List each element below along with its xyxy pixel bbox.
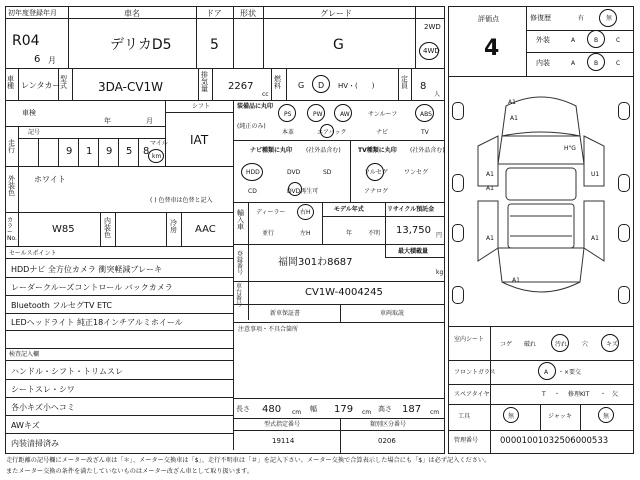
model-year-unit: 年 [346, 230, 353, 237]
damage-mark: A1 [508, 99, 516, 106]
damage-mark: A1 [486, 185, 494, 192]
tools-value: 無 [508, 413, 515, 420]
navi-sub: (社外品含む) [306, 147, 341, 154]
equipment-leather: 本革 [282, 129, 295, 136]
equipment-airbag-circle [320, 124, 334, 138]
tv-sub: (社外品含む) [410, 147, 445, 154]
spare-t: T [542, 391, 546, 398]
width-value: 179 [334, 404, 354, 415]
damage-mark: U1 [591, 171, 600, 178]
height-value: 187 [402, 404, 422, 415]
fuel-d: D [318, 81, 325, 90]
first-reg-label: 初年度登録年月 [8, 9, 57, 17]
vin-label: 車台番号 [236, 283, 243, 308]
mileage-digit: 9 [66, 146, 73, 157]
glass-a-circle [538, 362, 556, 380]
exterior-b-circle [587, 30, 605, 48]
yen-unit: 円 [436, 232, 443, 239]
mileage-label: 走行 [8, 139, 15, 154]
car-name: デリカD5 [110, 37, 172, 53]
inspection-notes-label: 検査記入欄 [9, 351, 40, 358]
two-wd-option: 2WD [424, 23, 441, 31]
manual-label: 車両取説 [380, 310, 405, 317]
import-right-hand: 右H [300, 209, 311, 216]
interior-b-circle [587, 53, 605, 71]
inspection-label: 車検 [22, 109, 36, 117]
car-type-label: 車種 [7, 75, 14, 90]
model-label: 型式 [60, 75, 67, 90]
interior-label: 内装 [536, 59, 550, 67]
equipment-aw-circle [334, 104, 352, 122]
fuel-d-circle [312, 75, 330, 93]
capacity-value: 8 [420, 81, 427, 92]
width-label: 幅 [310, 405, 317, 413]
equipment-ps-circle [278, 104, 296, 122]
score-value: 4 [484, 36, 500, 61]
footer-note-line-1: 走行距離の記号欄にメーター改ざん車は「＊」、メーター交換車は「$」、走行不明車は「＃」を記入下さい。メーター交換で合算表示した場合にも「$」は必ず記入ください。 [6, 457, 491, 464]
inspection-note-line: 各小キズ小ヘコミ [11, 403, 75, 412]
repair-nashi: 無 [606, 15, 613, 22]
equipment-abs: ABS [420, 111, 432, 118]
management-no-value: 00001001032506000533 [500, 436, 609, 446]
navi-hdd: HDD [246, 169, 260, 176]
doors-label: ドア [206, 9, 222, 18]
km-unit: km [152, 153, 162, 160]
repair-history-label: 修復歴 [530, 14, 551, 22]
interior-b: B [594, 60, 599, 67]
class-no-value: 0206 [378, 437, 396, 445]
color-label: 外装色 [8, 175, 15, 197]
damage-mark: A1 [512, 277, 520, 284]
registration-value: 福岡301わ8687 [278, 257, 353, 268]
equipment-label: 装備品に丸印 [237, 103, 274, 110]
management-no-label: 管理番号 [454, 437, 479, 444]
model-year-label: モデル年式 [334, 206, 364, 213]
damage-mark: H"G [564, 145, 576, 152]
aircon-value: AAC [195, 224, 216, 235]
model-year-unknown: 不明 [368, 230, 381, 237]
inspection-note-line: ハンドル・シフト・トリムスレ [11, 367, 123, 376]
damage-mark: A1 [591, 235, 599, 242]
right-hand-circle [297, 204, 314, 220]
interior-c: C [616, 60, 621, 67]
sales-point-line: Bluetooth フルセグTV ETC [11, 301, 113, 310]
equipment-airbag: エアバック [317, 129, 347, 136]
glass-label: フロントガラス [454, 369, 496, 376]
navi-sd: SD [323, 169, 332, 176]
equipment-aw: AW [340, 111, 350, 118]
sales-point-line: HDDナビ 全方位カメラ 衝突軽減ブレーキ [11, 265, 163, 274]
vin-value: CV1W-4004245 [305, 287, 383, 298]
registration-label: 登録番号 [237, 251, 244, 276]
seat-kizu-circle [601, 334, 619, 352]
km-circle [148, 149, 164, 163]
capacity-label: 定員 [401, 75, 408, 90]
seat-label: 室内シート [454, 336, 485, 343]
equipment-abs-circle [415, 104, 434, 122]
import-dealer: ディーラー [256, 209, 286, 216]
mileage-digit: 9 [106, 146, 113, 157]
tv-oneseg: ワンセグ [404, 169, 429, 176]
tv-analog: アナログ [364, 188, 389, 195]
import-left-hand: 左H [300, 230, 311, 237]
first-reg-month: 6 [34, 54, 41, 65]
mileage-note: 記号 [28, 129, 41, 136]
equipment-ps: PS [284, 111, 292, 118]
fuel-label: 燃料 [274, 75, 281, 90]
inspection-note-line: AWキズ [11, 421, 40, 430]
inspection-month: 月 [146, 117, 153, 125]
person-unit: 人 [434, 91, 441, 98]
shape-label: 形状 [240, 9, 256, 18]
repair-ari: 有 [578, 15, 585, 22]
repair-nashi-circle [599, 9, 617, 27]
spare-dot: ・ [554, 391, 561, 398]
length-unit: cm [292, 409, 302, 416]
grade-value: G [333, 37, 344, 53]
tv-fullseg: フルセグ [364, 169, 388, 176]
navi-cd: CD [248, 188, 257, 195]
damage-mark: A1 [510, 115, 518, 122]
equipment-sunroof: サンルーフ [368, 111, 398, 118]
type-no-label: 型式指定番号 [264, 421, 301, 428]
four-wd-circle [419, 42, 439, 60]
footer-note-line-2: またメーター交換の条件を満たしていないものはメーター改ざん車として取り扱います。 [6, 468, 254, 475]
mile-unit: マイル [150, 140, 168, 147]
car-name-label: 車名 [124, 9, 140, 18]
exterior-c: C [616, 37, 621, 44]
exterior-b: B [594, 37, 599, 44]
score-label: 評価点 [478, 15, 499, 23]
color-value: ホワイト [34, 175, 66, 184]
spare-tire-label: スペアタイヤ [454, 391, 490, 398]
seat-yogore: 汚れ [555, 341, 568, 348]
warranty-label: 新車保証書 [270, 310, 301, 317]
equipment-navi: ナビ [376, 129, 389, 136]
inspection-year: 年 [104, 117, 111, 125]
equipment-sub: (純正のみ) [237, 123, 266, 130]
height-unit: cm [430, 409, 440, 416]
class-no-label: 類別区分番号 [370, 421, 407, 428]
seat-yabure: 破れ [524, 341, 537, 348]
equipment-pw-circle [307, 104, 325, 122]
tools-label: 工具 [458, 413, 471, 420]
tv-fullseg-circle [366, 163, 384, 181]
spare-missing: 欠 [612, 391, 619, 398]
navi-hdd-circle [241, 163, 263, 181]
seat-ana: 穴 [582, 341, 589, 348]
glass-a: A [544, 369, 549, 376]
length-label: 長さ [236, 405, 250, 413]
navi-label: ナビ種類に丸印 [250, 147, 293, 154]
color-note: ( ) 色替車は色替と記入 [150, 197, 213, 204]
glass-exchange: ・×要交 [558, 369, 582, 376]
jack-value: 無 [603, 413, 610, 420]
fuel-g: G [298, 81, 305, 90]
caution-label: 注意事項・不具合箇所 [238, 326, 299, 333]
import-parallel: 並行 [262, 230, 275, 237]
sales-point-line: LEDヘッドライト 純正18インチアルミホイール [11, 318, 183, 327]
sales-point-line: レーダークルーズコントロール バックカメラ [11, 283, 173, 292]
seat-kizu: キズ [606, 341, 618, 348]
height-label: 高さ [378, 405, 392, 413]
color-code-label: カラーNo. [7, 217, 17, 242]
navi-dvd-play-circle [288, 182, 302, 196]
mileage-digit: 8 [143, 146, 150, 157]
four-wd-option: 4WD [423, 47, 440, 55]
fuel-hv: HV・( ) [338, 82, 375, 90]
interior-a: A [571, 60, 576, 67]
navi-dvd: DVD [287, 169, 301, 176]
color-code-value: W85 [52, 224, 75, 235]
navi-dvd-play: DVD再生可 [287, 188, 319, 195]
damage-mark: A1 [486, 235, 494, 242]
doors-value: 5 [210, 37, 219, 53]
displacement-value: 2267 [228, 81, 254, 92]
spare-dot: ・ [600, 391, 607, 398]
inspection-note-line: 内装清掃済み [11, 439, 59, 448]
length-value: 480 [262, 404, 282, 415]
car-outline-icon [448, 76, 634, 326]
mileage-digit: 1 [86, 146, 93, 157]
kg-unit: kg [436, 269, 444, 276]
displacement-label: 排気量 [201, 71, 208, 93]
sales-label: セールスポイント [9, 250, 57, 257]
aircon-label: 冷房 [170, 219, 177, 234]
jack-label: ジャッキ [548, 413, 572, 420]
first-reg-year: R04 [12, 33, 40, 49]
inspection-note-line: シートスレ・シワ [11, 385, 75, 394]
width-unit: cm [362, 409, 372, 416]
car-damage-diagram [448, 76, 634, 326]
mileage-digit: 5 [126, 146, 133, 157]
spare-repair-kit: 修理KIT [568, 391, 590, 398]
month-unit: 月 [48, 56, 56, 65]
model-value: 3DA-CV1W [98, 80, 164, 94]
car-type-value: レンタカー [21, 81, 61, 90]
recycle-label: リサイクル預託金 [387, 206, 435, 213]
equipment-tv: TV [421, 129, 429, 136]
import-label: 輸入車 [237, 209, 244, 231]
max-load-label: 最大積載量 [398, 248, 429, 255]
recycle-value: 13,750 [396, 225, 431, 236]
interior-color-label: 内装色 [104, 217, 111, 239]
exterior-a: A [571, 37, 576, 44]
tools-circle [503, 407, 519, 423]
grade-label: グレード [320, 9, 352, 18]
cc-unit: cc [262, 91, 269, 98]
jack-circle [598, 407, 614, 423]
seat-yogore-circle [551, 334, 569, 352]
damage-mark: A1 [486, 171, 494, 178]
tv-label: TV種類に丸印 [358, 147, 397, 154]
type-no-value: 19114 [272, 437, 295, 445]
equipment-pw: PW [313, 111, 323, 118]
exterior-label: 外装 [536, 36, 550, 44]
seat-koge: コゲ [500, 341, 513, 348]
shift-value: IAT [190, 133, 209, 147]
shift-label: シフト [192, 103, 211, 110]
